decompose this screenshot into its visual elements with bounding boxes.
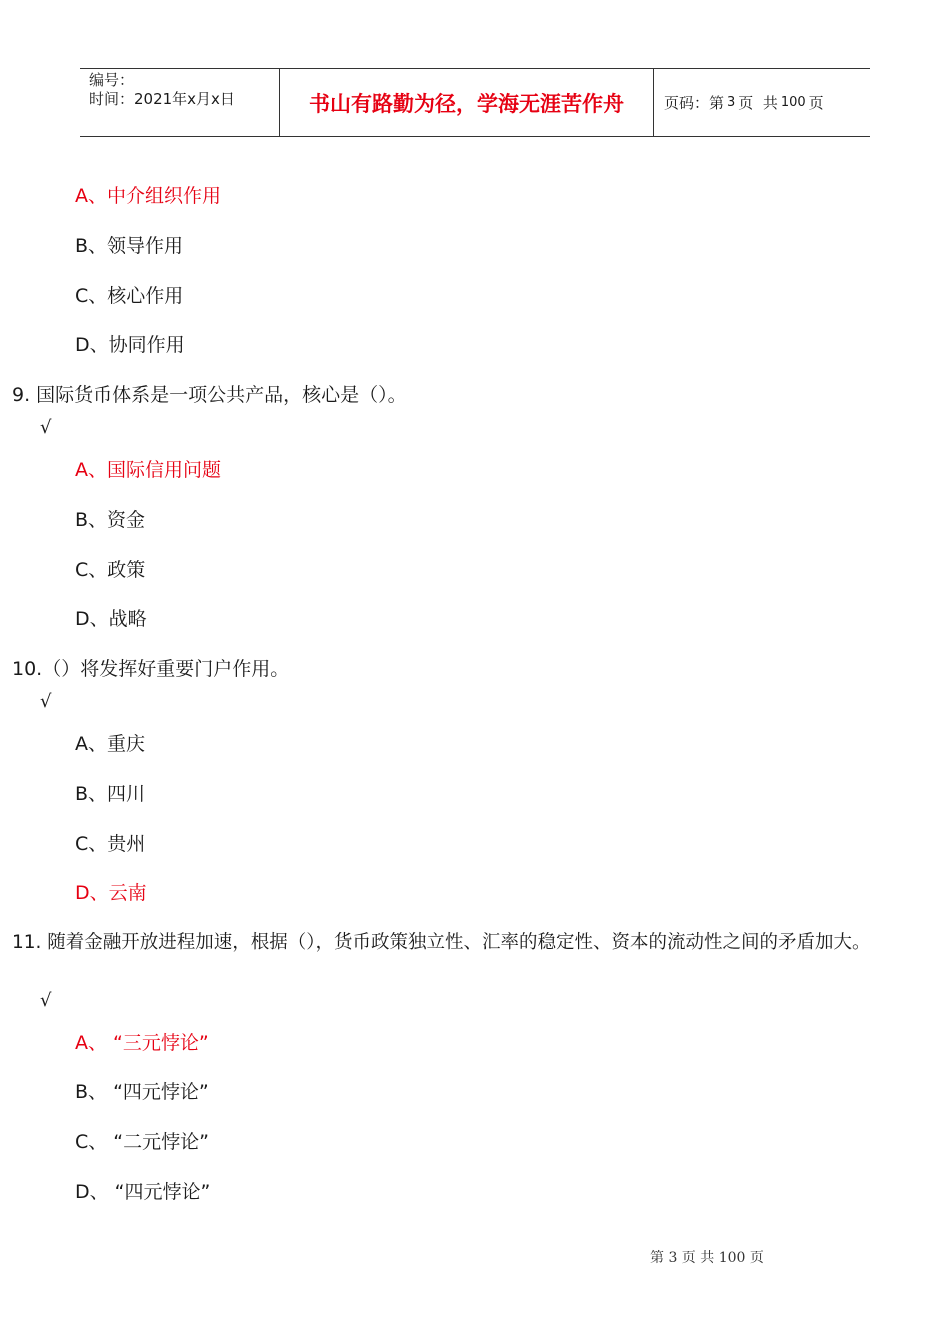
q11-question: 11. 随着金融开放进程加速，根据（），货币政策独立性、汇率的稳定性、资本的流动性之间的矛盾加大。 [12, 932, 871, 953]
q10-question: 10.（）将发挥好重要门户作用。 [12, 658, 290, 680]
time-label: 时间：2021年x月x日 [89, 90, 235, 108]
page-mid: 页 共 [738, 94, 778, 112]
q10-option-b: B、四川 [75, 783, 146, 805]
q8-option-d: D、协同作用 [75, 334, 185, 356]
page-footer: 第 3 页 共 100 页 [650, 1250, 764, 1266]
header-motto: 书山有路勤为径，学海无涯苦作舟 [280, 69, 654, 136]
q11-option-b: B、 “四元悖论” [75, 1081, 209, 1103]
q11-option-d: D、 “四元悖论” [75, 1181, 211, 1203]
q9-option-b: B、资金 [75, 509, 146, 531]
q9-option-d: D、战略 [75, 608, 147, 630]
page-suffix: 页 [808, 94, 824, 112]
q10-option-c: C、贵州 [75, 833, 146, 855]
number-label: 编号： [89, 71, 135, 89]
q8-option-a: A、中介组织作用 [75, 185, 221, 207]
page-number: 3 [727, 95, 736, 110]
q9-question: 9. 国际货币体系是一项公共产品，核心是（）。 [12, 384, 407, 406]
page-header [80, 68, 870, 137]
header-page-info [654, 69, 870, 136]
page-prefix: 页码：第 [664, 94, 725, 112]
page-total: 100 [780, 95, 806, 110]
q10-check-mark: √ [40, 691, 52, 712]
q10-option-a: A、重庆 [75, 733, 145, 755]
q8-option-b: B、领导作用 [75, 235, 184, 257]
q11-check-mark: √ [40, 990, 52, 1011]
q9-option-c: C、政策 [75, 559, 146, 581]
q8-option-c: C、核心作用 [75, 285, 184, 307]
q11-option-a: A、 “三元悖论” [75, 1032, 209, 1054]
header-meta [80, 69, 280, 136]
q11-option-c: C、 “二元悖论” [75, 1131, 209, 1153]
q9-option-a: A、国际信用问题 [75, 459, 221, 481]
q10-option-d: D、云南 [75, 882, 147, 904]
q9-check-mark: √ [40, 417, 52, 438]
